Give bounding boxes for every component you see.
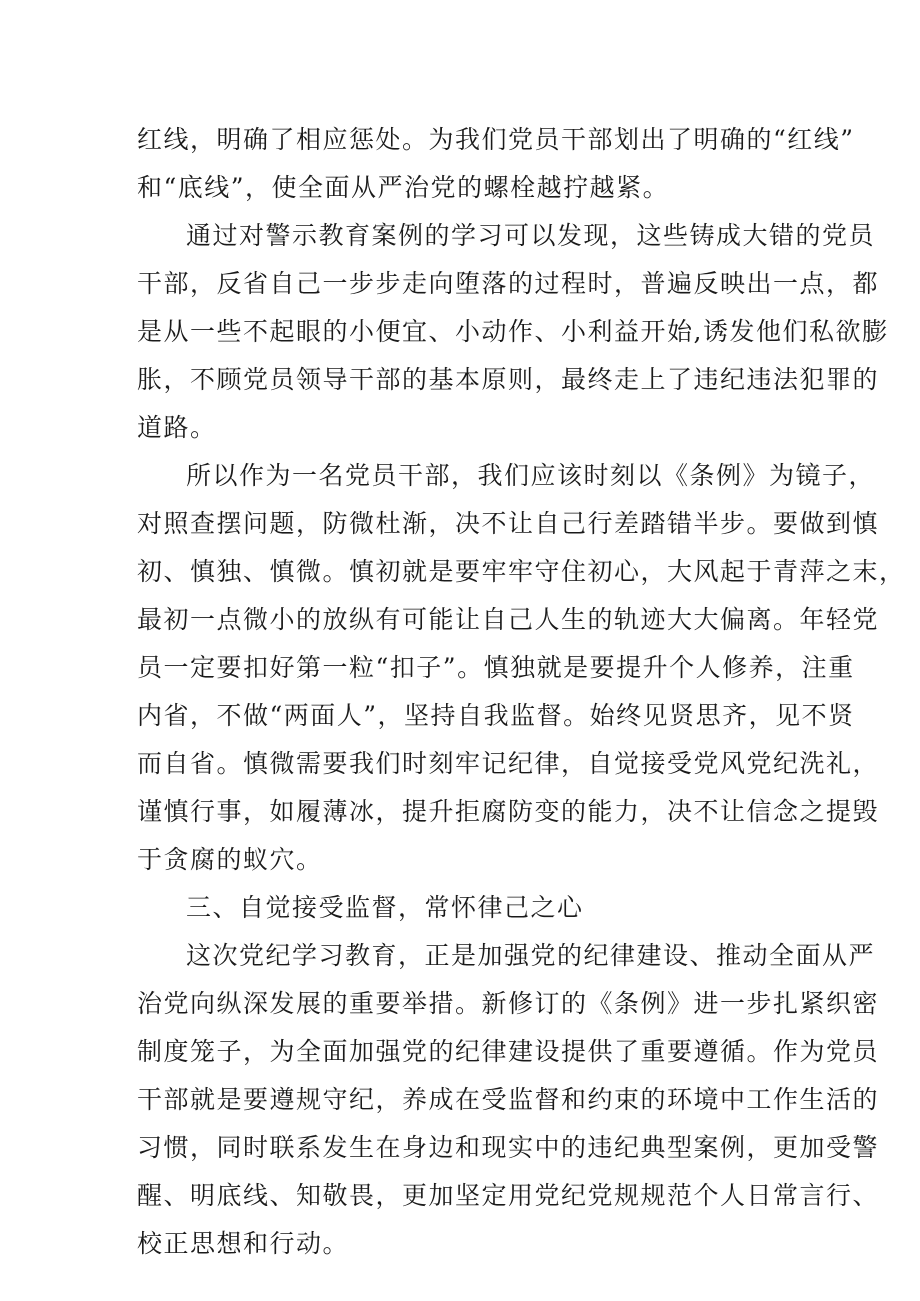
paragraph-4-line-5: 习惯，同时联系发生在身边和现实中的违纪典型案例，更加受警	[137, 1133, 880, 1162]
paragraph-2-line-3: 是从一些不起眼的小便宜、小动作、小利益开始,诱发他们私欲膨	[137, 317, 889, 346]
paragraph-3-line-6: 内省，不做“两面人”，坚持自我监督。始终见贤思齐，见不贤	[137, 701, 855, 730]
paragraph-4-line-3: 制度笼子，为全面加强党的纪律建设提供了重要遵循。作为党员	[137, 1037, 880, 1066]
paragraph-4-line-1: 这次党纪学习教育，正是加强党的纪律建设、推动全面从严	[186, 941, 876, 970]
paragraph-3-line-7: 而自省。慎微需要我们时刻牢记纪律，自觉接受党风党纪洗礼，	[137, 749, 880, 778]
paragraph-3-line-5: 员一定要扣好第一粒“扣子”。慎独就是要提升个人修养，注重	[137, 653, 855, 682]
paragraph-4-line-4: 干部就是要遵规守纪，养成在受监督和约束的环境中工作生活的	[137, 1085, 880, 1114]
paragraph-4-line-6: 醒、明底线、知敬畏，更加坚定用党纪党规规范个人日常言行、	[137, 1181, 880, 1210]
paragraph-3-line-1: 所以作为一名党员干部，我们应该时刻以《条例》为镜子，	[186, 461, 876, 490]
paragraph-2-line-4: 胀，不顾党员领导干部的基本原则，最终走上了违纪违法犯罪的	[137, 365, 880, 394]
paragraph-4-line-2: 治党向纵深发展的重要举措。新修订的《条例》进一步扎紧织密	[137, 989, 880, 1018]
paragraph-3-line-2: 对照查摆问题，防微杜渐，决不让自己行差踏错半步。要做到慎	[137, 509, 880, 538]
paragraph-3-line-4: 最初一点微小的放纵有可能让自己人生的轨迹大大偏离。年轻党	[137, 605, 880, 634]
paragraph-4-line-7: 校正思想和行动。	[137, 1229, 350, 1258]
paragraph-3-line-9: 于贪腐的蚁穴。	[137, 845, 323, 874]
paragraph-2-line-5: 道路。	[137, 413, 217, 442]
paragraph-1-line-1: 红线，明确了相应惩处。为我们党员干部划出了明确的“红线”	[137, 125, 855, 154]
paragraph-3-line-3: 初、慎独、慎微。慎初就是要牢牢守住初心，大风起于青萍之末，	[137, 557, 906, 586]
paragraph-2-line-2: 干部，反省自己一步步走向堕落的过程时，普遍反映出一点，都	[137, 269, 880, 298]
section-heading-3: 三、自觉接受监督，常怀律己之心	[186, 893, 584, 922]
paragraph-3-line-8: 谨慎行事，如履薄冰，提升拒腐防变的能力，决不让信念之提毁	[137, 797, 880, 826]
paragraph-1-line-2: 和“底线”，使全面从严治党的螺栓越拧越紧。	[137, 173, 670, 202]
paragraph-2-line-1: 通过对警示教育案例的学习可以发现，这些铸成大错的党员	[186, 221, 876, 250]
